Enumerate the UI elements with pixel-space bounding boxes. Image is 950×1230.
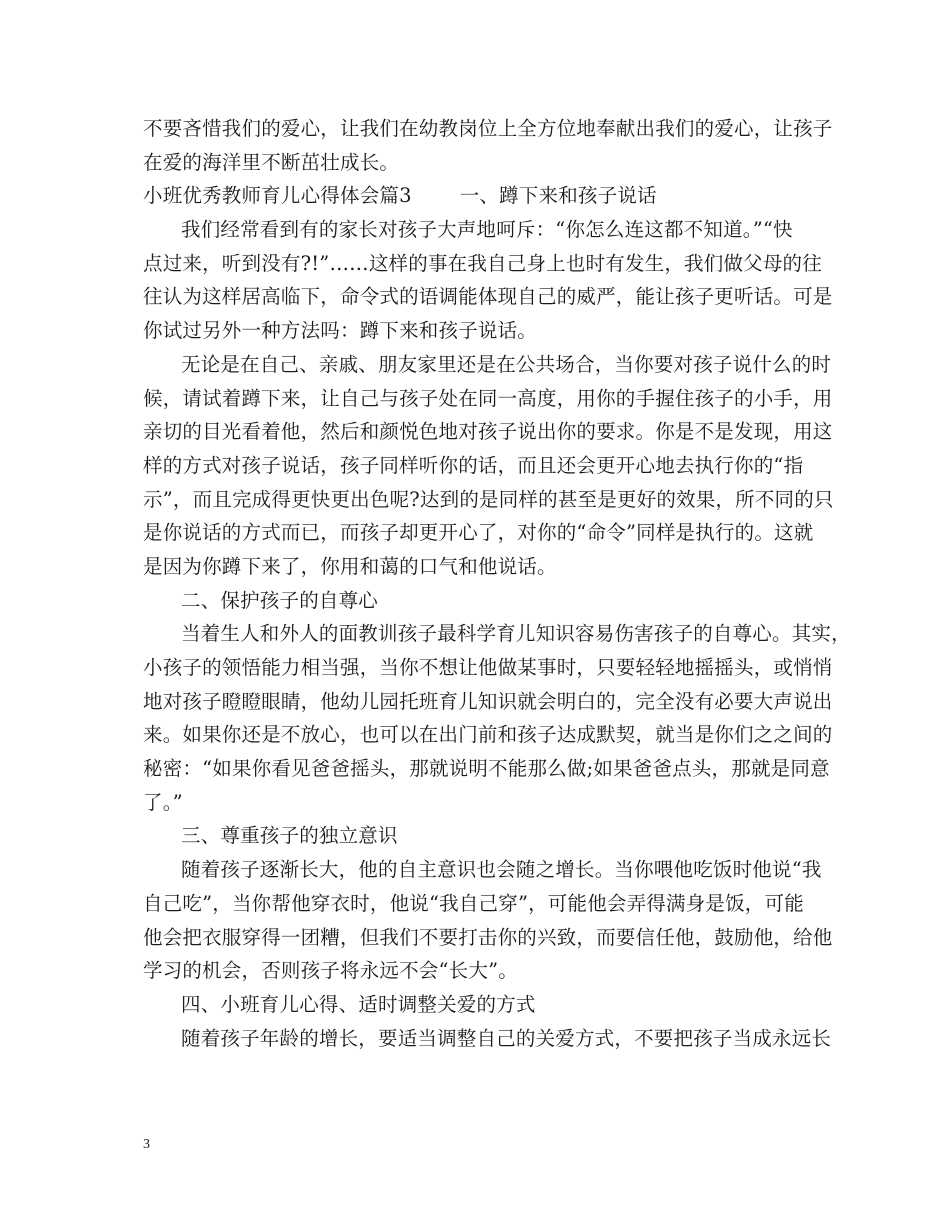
text-line: 在爱的海洋里不断茁壮成长。	[143, 150, 400, 174]
page-number: 3	[143, 1137, 150, 1152]
text-line: 往认为这样居高临下，命令式的语调能体现自己的威严，能让孩子更听话。可是	[143, 285, 833, 309]
text-line: 是你说话的方式而已，而孩子却更开心了，对你的“命令”同样是执行的。这就	[143, 521, 814, 545]
text-line: 样的方式对孩子说话，孩子同样听你的话，而且还会更开心地去执行你的“指	[143, 453, 804, 477]
text-line: 是因为你蹲下来了，你用和蔼的口气和他说话。	[143, 554, 557, 578]
section-heading: 一、蹲下来和孩子说话	[459, 184, 657, 208]
text-line: 你试过另外一种方法吗：蹲下来和孩子说话。	[143, 319, 538, 343]
text-line: 候，请试着蹲下来，让自己与孩子处在同一高度，用你的手握住孩子的小手，用	[143, 386, 833, 410]
text-line: 他会把衣服穿得一团糟，但我们不要打击你的兴致，而要信任他，鼓励他，给他	[143, 925, 833, 949]
section-heading-line	[143, 179, 807, 213]
text-line: 学习的机会，否则孩子将永远不会“长大”。	[143, 959, 518, 983]
text-line: 秘密：“如果你看见爸爸摇头，那就说明不能那么做;如果爸爸点头，那就是同意	[143, 757, 830, 781]
article-title: 小班优秀教师育儿心得体会篇3	[143, 184, 412, 208]
text-line: 了。”	[143, 790, 183, 814]
text-line: 无论是在自己、亲戚、朋友家里还是在公共场合，当你要对孩子说什么的时	[181, 352, 832, 376]
text-line: 小孩子的领悟能力相当强，当你不想让他做某事时，只要轻轻地摇摇头，或悄悄	[143, 656, 833, 679]
text-line: 当着生人和外人的面教训孩子最科学育儿知识容易伤害孩子的自尊心。其实，	[181, 622, 851, 646]
text-line: 四、小班育儿心得、适时调整关爱的方式	[181, 992, 536, 1016]
text-line: 我们经常看到有的家长对孩子大声地呵斥：“你怎么连这都不知道。”“快	[181, 218, 793, 242]
text-line: 自己吃”，当你帮他穿衣时，他说“我自己穿”，可能他会弄得满身是饭，可能	[143, 891, 804, 915]
text-line: 不要吝惜我们的爱心，让我们在幼教岗位上全方位地奉献出我们的爱心，让孩子	[143, 117, 833, 140]
text-line: 点过来，听到没有?!”……这样的事在我自己身上也时有发生，我们做父母的往	[143, 251, 822, 275]
text-line: 随着孩子逐渐长大，他的自主意识也会随之增长。当你喂他吃饭时他说“我	[181, 858, 822, 882]
text-line: 示”，而且完成得更快更出色呢?达到的是同样的甚至是更好的效果，所不同的只	[143, 487, 834, 511]
text-line: 二、保护孩子的自尊心	[181, 588, 379, 612]
text-line: 三、尊重孩子的独立意识	[181, 824, 398, 848]
text-line: 随着孩子年龄的增长，要适当调整自己的关爱方式，不要把孩子当成永远长	[181, 1026, 832, 1050]
text-line: 来。如果你还是不放心，也可以在出门前和孩子达成默契，就当是你们之之间的	[143, 723, 833, 747]
text-line: 亲切的目光看着他，然后和颜悦色地对孩子说出你的要求。你是不是发现，用这	[143, 420, 833, 444]
document-body	[143, 112, 851, 1055]
text-line: 地对孩子瞪瞪眼睛，他幼儿园托班育儿知识就会明白的，完全没有必要大声说出	[143, 689, 833, 713]
